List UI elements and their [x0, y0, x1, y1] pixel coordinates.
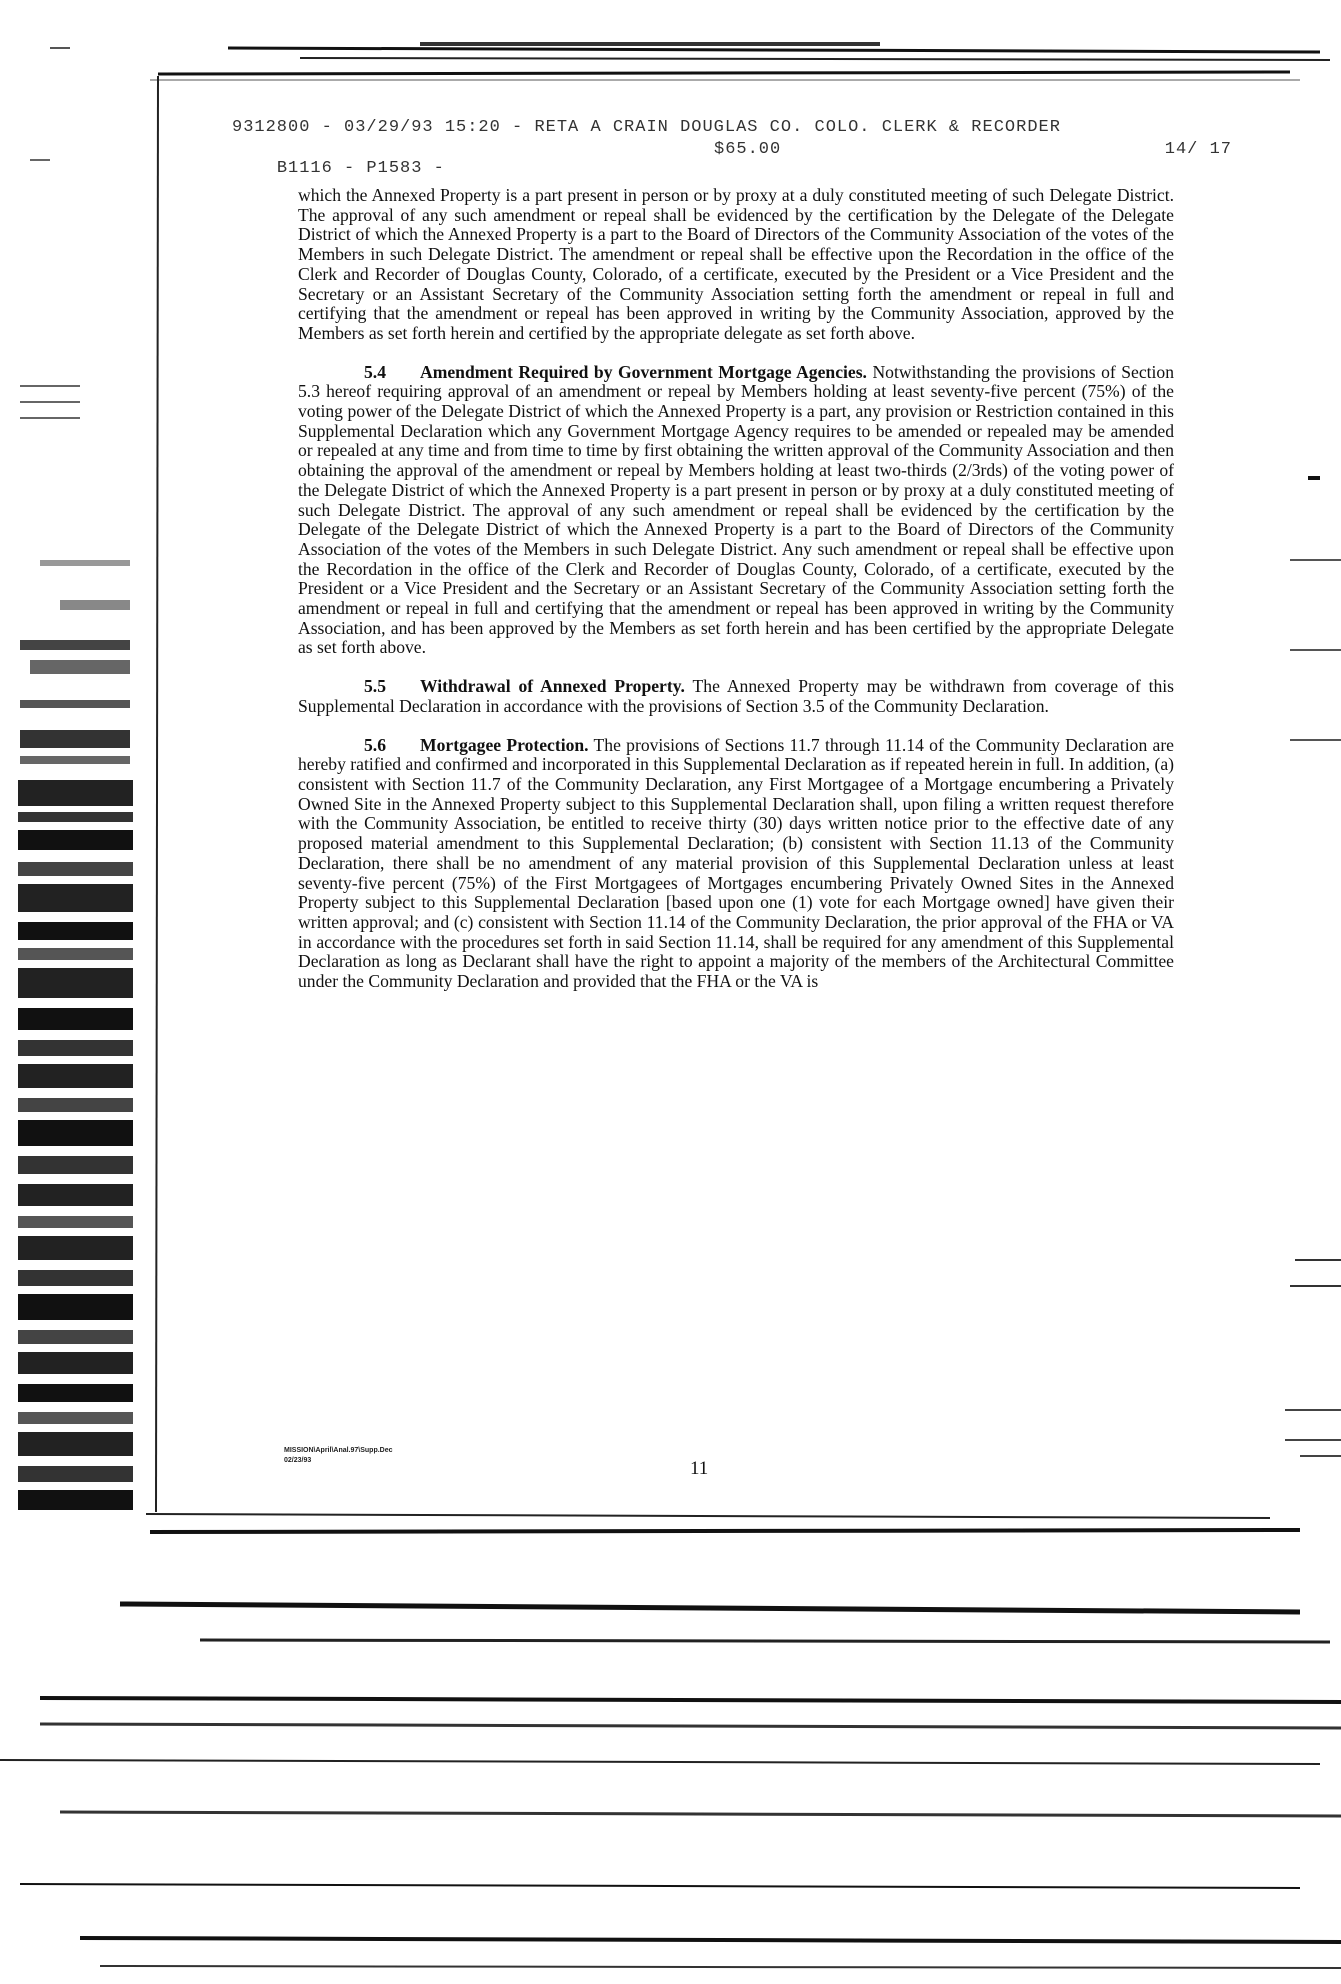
section-title: Withdrawal of Annexed Property. [420, 676, 685, 697]
file-date: 02/23/93 [284, 1457, 312, 1464]
recording-page-count: 14/ 17 [1164, 140, 1232, 159]
file-reference [284, 1446, 393, 1466]
section-text: The Annexed Property may be withdrawn from coverage of this Supplemental Declaration in accordance with the provisions of Section 3.5 of the Community Declaration. [298, 676, 1174, 716]
section-number: 5.4 [364, 361, 386, 382]
section-5-5 [298, 677, 1174, 716]
recording-line-2 [232, 140, 1232, 178]
book-page-ref: B1116 - P1583 - [276, 159, 445, 178]
section-5-6 [298, 736, 1174, 992]
section-5-4 [298, 363, 1174, 659]
page-number: 11 [690, 1458, 709, 1479]
section-number: 5.6 [364, 734, 386, 755]
section-title: Mortgagee Protection. [420, 734, 589, 755]
section-number: 5.5 [364, 676, 386, 697]
section-title: Amendment Required by Government Mortgage Agencies. [420, 361, 867, 382]
section-text: Notwithstanding the provisions of Section 5.3 hereof requiring approval of an amendment or repeal by Members holding at least seventy-five percent (75%) of the voting power of the Delegate District of which the Annexed Property is a part, any provision or Restriction contained in this Supplemental Declaration which any Government Mortgage Agency requires to be amended or repealed may be amended or repealed at any time and from time to time by first obtaining the written approval of the Community Association and then obtaining the approval of the amendment or repeal by Members holding at least two-thirds (2/3rds) of the voting power of the Delegate District of which the Annexed Property is a part present in person or by proxy at a duly constituted meeting of such Delegate District. The approval of any such amendment or repeal shall be evidenced by the certification by the Delegate of the Delegate District of which the Annexed Property is a part to the Board of Directors of the Community Association of the votes of the Members in such Delegate District. Any such amendment or repeal shall be effective upon the Recordation in the office of the Clerk and Recorder of Douglas County, Colorado, of a certificate, executed by the President or a Vice President and the Secretary or an Assistant Secretary of the Community Association setting forth the amendment or repeal in full and certifying that the amendment or repeal has been approved in writing by the Community Association, and has been approved by the Members as set forth herein and has been certified by the appropriate Delegate as set forth above. [298, 361, 1175, 658]
recording-line-1: 9312800 - 03/29/93 15:20 - RETA A CRAIN DOUGLAS CO. COLO. CLERK & RECORDER [232, 118, 1061, 137]
continued-paragraph: which the Annexed Property is a part present in person or by proxy at a duly constituted meeting of such Delegate District. The approval of any such amendment or repeal shall be evidenced by the certification by the Delegate of the Delegate District of which the Annexed Property is a part to the Board of Directors of the Community Association of the votes of the Members in such Delegate District. The amendment or repeal shall be effective upon the Recordation in the office of the Clerk and Recorder of Douglas County, Colorado, of a certificate, executed by the President or a Vice President and the Secretary or an Assistant Secretary of the Community Association setting forth the amendment or repeal in full and certifying that the amendment or repeal has been approved in writing by the Community Association, approved by the Members as set forth herein and certified by the appropriate delegate as set forth above. [298, 185, 1174, 343]
recording-fee: $65.00 [714, 140, 782, 159]
section-text: The provisions of Sections 11.7 through 11.14 of the Community Declaration are hereby ratified and confirmed and incorporated in this Supplemental Declaration as if repeated herein in full. In addition, (a) consistent with Section 11.7 of the Community Declaration, any First Mortgagee of a Mortgage encumbering a Privately Owned Site in the Annexed Property subject to this Supplemental Declaration shall, upon filing a written request therefore with the Community Association, be entitled to receive thirty (30) days written notice prior to the effective date of any proposed material amendment to this Supplemental Declaration; (b) consistent with Section 11.13 of the Community Declaration, there shall be no amendment of any material provision of this Supplemental Declaration unless at least seventy-five percent (75%) of the First Mortgagees of Mortgages encumbering Privately Owned Sites in the Annexed Property subject to this Supplemental Declaration [based upon one (1) vote for each Mortgage owned] have given their written approval; and (c) consistent with Section 11.14 of the Community Declaration, the prior approval of the FHA or VA in accordance with the procedures set forth in said Section 11.14, shall be required for any amendment of this Supplemental Declaration as long as Declarant shall have the right to appoint a majority of the members of the Architectural Committee under the Community Declaration and provided that the FHA or the VA is [298, 734, 1174, 992]
file-path: MISSION\April\Anal.97\Supp.Dec [284, 1447, 393, 1454]
recording-header [232, 118, 1232, 178]
document-body [298, 186, 1174, 1011]
